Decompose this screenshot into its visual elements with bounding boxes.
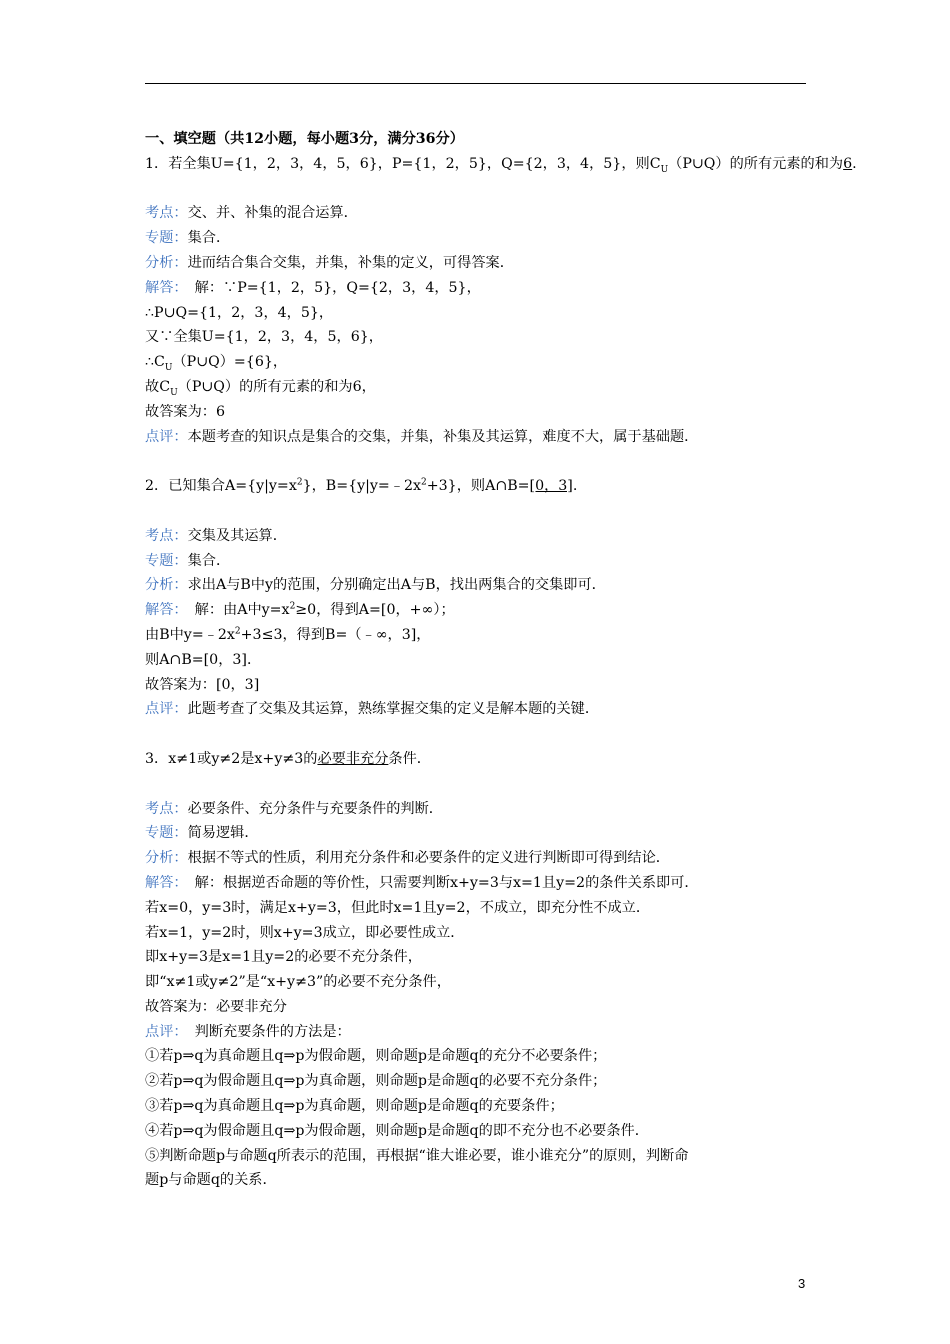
q2-jieda-1b: ≥0，得到A=[0，+∞）；: [295, 602, 455, 619]
label-jieda: 解答：: [145, 602, 181, 619]
q3-dianping-intro: 判断充要条件的方法是：: [180, 1023, 351, 1040]
q3-jieda-5: 即“x≠1或y≠2”是“x+y≠3”的必要不充分条件，: [145, 974, 451, 991]
q3-fenxi-text: 根据不等式的性质，利用充分条件和必要条件的定义进行判断即可得到结论．: [187, 850, 670, 867]
q3-jieda-4: 即x+y=3是x=1且y=2的必要不充分条件，: [145, 949, 422, 966]
q1-jieda-6: 故答案为：6: [145, 403, 225, 420]
q3-jieda-6: 故答案为：必要非充分: [145, 998, 287, 1015]
label-fenxi: 分析：: [145, 850, 188, 867]
q2-answer: [0，3]: [529, 478, 573, 495]
q2-kaodian: [145, 524, 810, 549]
q2-kaodian-text: 交集及其运算．: [187, 527, 287, 544]
q2-jieda-4: 故答案为：[0，3]: [145, 676, 260, 693]
q2-zhuanti-text: 集合．: [187, 552, 231, 569]
q1-jieda-3: 又∵全集U={1，2，3，4，5，6}，: [145, 329, 383, 346]
q1-jieda-2: ∴P∪Q={1，2，3，4，5}，: [145, 304, 334, 321]
q2-stem-b: }，B={y|y=﹣2x: [302, 478, 422, 495]
label-jieda: 解答：: [145, 279, 181, 296]
q2-stem-a: 2．已知集合A={y|y=x: [145, 478, 297, 495]
q1-zhuanti: [145, 226, 810, 251]
label-kaodian: 考点：: [145, 800, 188, 817]
q2-jieda-2: [145, 623, 810, 648]
label-fenxi: 分析：: [145, 254, 188, 271]
q2-stem-end: .: [572, 478, 578, 495]
q1-stem: [145, 152, 857, 177]
q2-stem: [145, 474, 810, 499]
q1-stem-b: （P∪Q）的所有元素的和为: [668, 155, 844, 172]
complement-symbol: C: [159, 378, 171, 395]
q1-jieda-4a: ∴: [145, 354, 155, 371]
q2-jieda-2a: 由B中y=﹣2x: [145, 626, 235, 643]
q1-kaodian: [145, 201, 810, 226]
q2-jieda-1-sup: 2: [289, 601, 296, 612]
q1-jieda-1: [145, 276, 810, 301]
q2-jieda-2-sup: 2: [234, 626, 241, 637]
q3-zhuanti-text: 简易逻辑．: [187, 825, 259, 842]
q1-dianping-text: 本题考查的知识点是集合的交集，并集，补集及其运算，难度不大，属于基础题．: [187, 428, 699, 445]
q2-dianping-text: 此题考查了交集及其运算，熟练掌握交集的定义是解本题的关键．: [187, 701, 600, 718]
q3-fenxi: [145, 846, 810, 871]
q1-fenxi-text: 进而结合集合交集，并集，补集的定义，可得答案．: [187, 254, 514, 271]
q1-fenxi: [145, 251, 810, 276]
q3-stem-a: 3．x≠1或y≠2是x+y≠3的: [145, 750, 318, 767]
page-number: 3: [798, 1276, 806, 1291]
q3-jieda-3: 若x=1，y=2时，则x+y=3成立，即必要性成立．: [145, 924, 465, 941]
q3-kaodian-text: 必要条件、充分条件与充要条件的判断．: [187, 800, 443, 817]
label-dianping: 点评：: [145, 1023, 181, 1040]
q3-jieda-1-text: 解：根据逆否命题的等价性，只需要判断x+y=3与x=1且y=2的条件关系即可．: [180, 874, 699, 891]
q1-jieda-5a: 故: [145, 378, 160, 395]
label-zhuanti: 专题：: [145, 825, 188, 842]
q1-answer: 6: [843, 155, 853, 172]
q1-zhuanti-text: 集合．: [187, 230, 231, 247]
q1-jieda-5: [145, 375, 810, 400]
q1-kaodian-text: 交、并、补集的混合运算．: [187, 205, 358, 222]
label-kaodian: 考点：: [145, 205, 188, 222]
complement-sub: U: [164, 363, 173, 373]
q1-stem-end: .: [852, 155, 857, 172]
q3-jieda-1: [145, 871, 810, 896]
label-zhuanti: 专题：: [145, 230, 188, 247]
label-zhuanti: 专题：: [145, 552, 188, 569]
q1-stem-a: 1．若全集U={1，2，3，4，5，6}，P={1，2，5}，Q={2，3，4，5}，则: [145, 155, 650, 172]
q1-jieda-1-text: 解：∵P={1，2，5}，Q={2，3，4，5}，: [180, 279, 481, 296]
q3-stem-b: 条件．: [388, 750, 431, 767]
complement-sub: U: [170, 387, 178, 398]
q2-sup-2: 2: [421, 477, 427, 488]
section-heading: 一、填空题（共12小题，每小题3分，满分36分）: [145, 131, 464, 147]
label-dianping: 点评：: [145, 428, 188, 445]
dianping-item-5b: 题p与命题q的关系．: [145, 1172, 277, 1189]
dianping-item: ②若p⇒q为假命题且q⇒p为真命题，则命题p是命题q的必要不充分条件；: [145, 1073, 607, 1090]
complement-symbol: C: [649, 155, 661, 172]
header-rule: [145, 83, 806, 84]
dianping-item-5a: ⑤判断命题p与命题q所表示的范围，再根据“谁大谁必要，谁小谁充分”的原则，判断命: [145, 1147, 689, 1164]
q2-jieda-2b: +3≤3，得到B=（﹣∞，3]，: [240, 626, 431, 643]
label-fenxi: 分析：: [145, 577, 188, 594]
label-jieda: 解答：: [145, 874, 181, 891]
q2-fenxi: [145, 573, 810, 598]
q1-jieda-4: [145, 350, 810, 375]
q1-jieda-5b: （P∪Q）的所有元素的和为6，: [177, 378, 376, 395]
q2-zhuanti: [145, 549, 810, 574]
q2-sup-1: 2: [296, 477, 303, 488]
q2-dianping: [145, 697, 810, 722]
label-kaodian: 考点：: [145, 527, 188, 544]
q3-dianping: [145, 1020, 810, 1045]
q3-zhuanti: [145, 821, 810, 846]
q2-jieda-1: [145, 598, 810, 623]
dianping-item: ①若p⇒q为真命题且q⇒p为假命题，则命题p是命题q的充分不必要条件；: [145, 1048, 607, 1065]
q3-jieda-2: 若x=0，y=3时，满足x+y=3，但此时x=1且y=2，不成立，即充分性不成立．: [145, 899, 651, 916]
dianping-item: ④若p⇒q为假命题且q⇒p为假命题，则命题p是命题q的即不充分也不必要条件．: [145, 1122, 649, 1139]
q1-dianping: [145, 425, 810, 450]
q2-jieda-3: 则A∩B=[0，3]．: [145, 651, 262, 668]
q3-answer: 必要非充分: [317, 750, 389, 767]
page-content: [145, 127, 857, 1193]
q2-stem-c: +3}，则A∩B=: [426, 478, 530, 495]
q2-fenxi-text: 求出A与B中y的范围，分别确定出A与B，找出两集合的交集即可．: [187, 577, 606, 594]
q1-jieda-4b: （P∪Q）={6}，: [172, 354, 288, 371]
dianping-item: ③若p⇒q为真命题且q⇒p为真命题，则命题p是命题q的充要条件；: [145, 1098, 564, 1115]
complement-symbol: C: [154, 354, 165, 371]
q3-stem: [145, 747, 810, 772]
label-dianping: 点评：: [145, 701, 188, 718]
complement-sub: U: [660, 164, 669, 175]
q2-jieda-1a: 解：由A中y=x: [180, 602, 290, 619]
q3-kaodian: [145, 797, 810, 822]
